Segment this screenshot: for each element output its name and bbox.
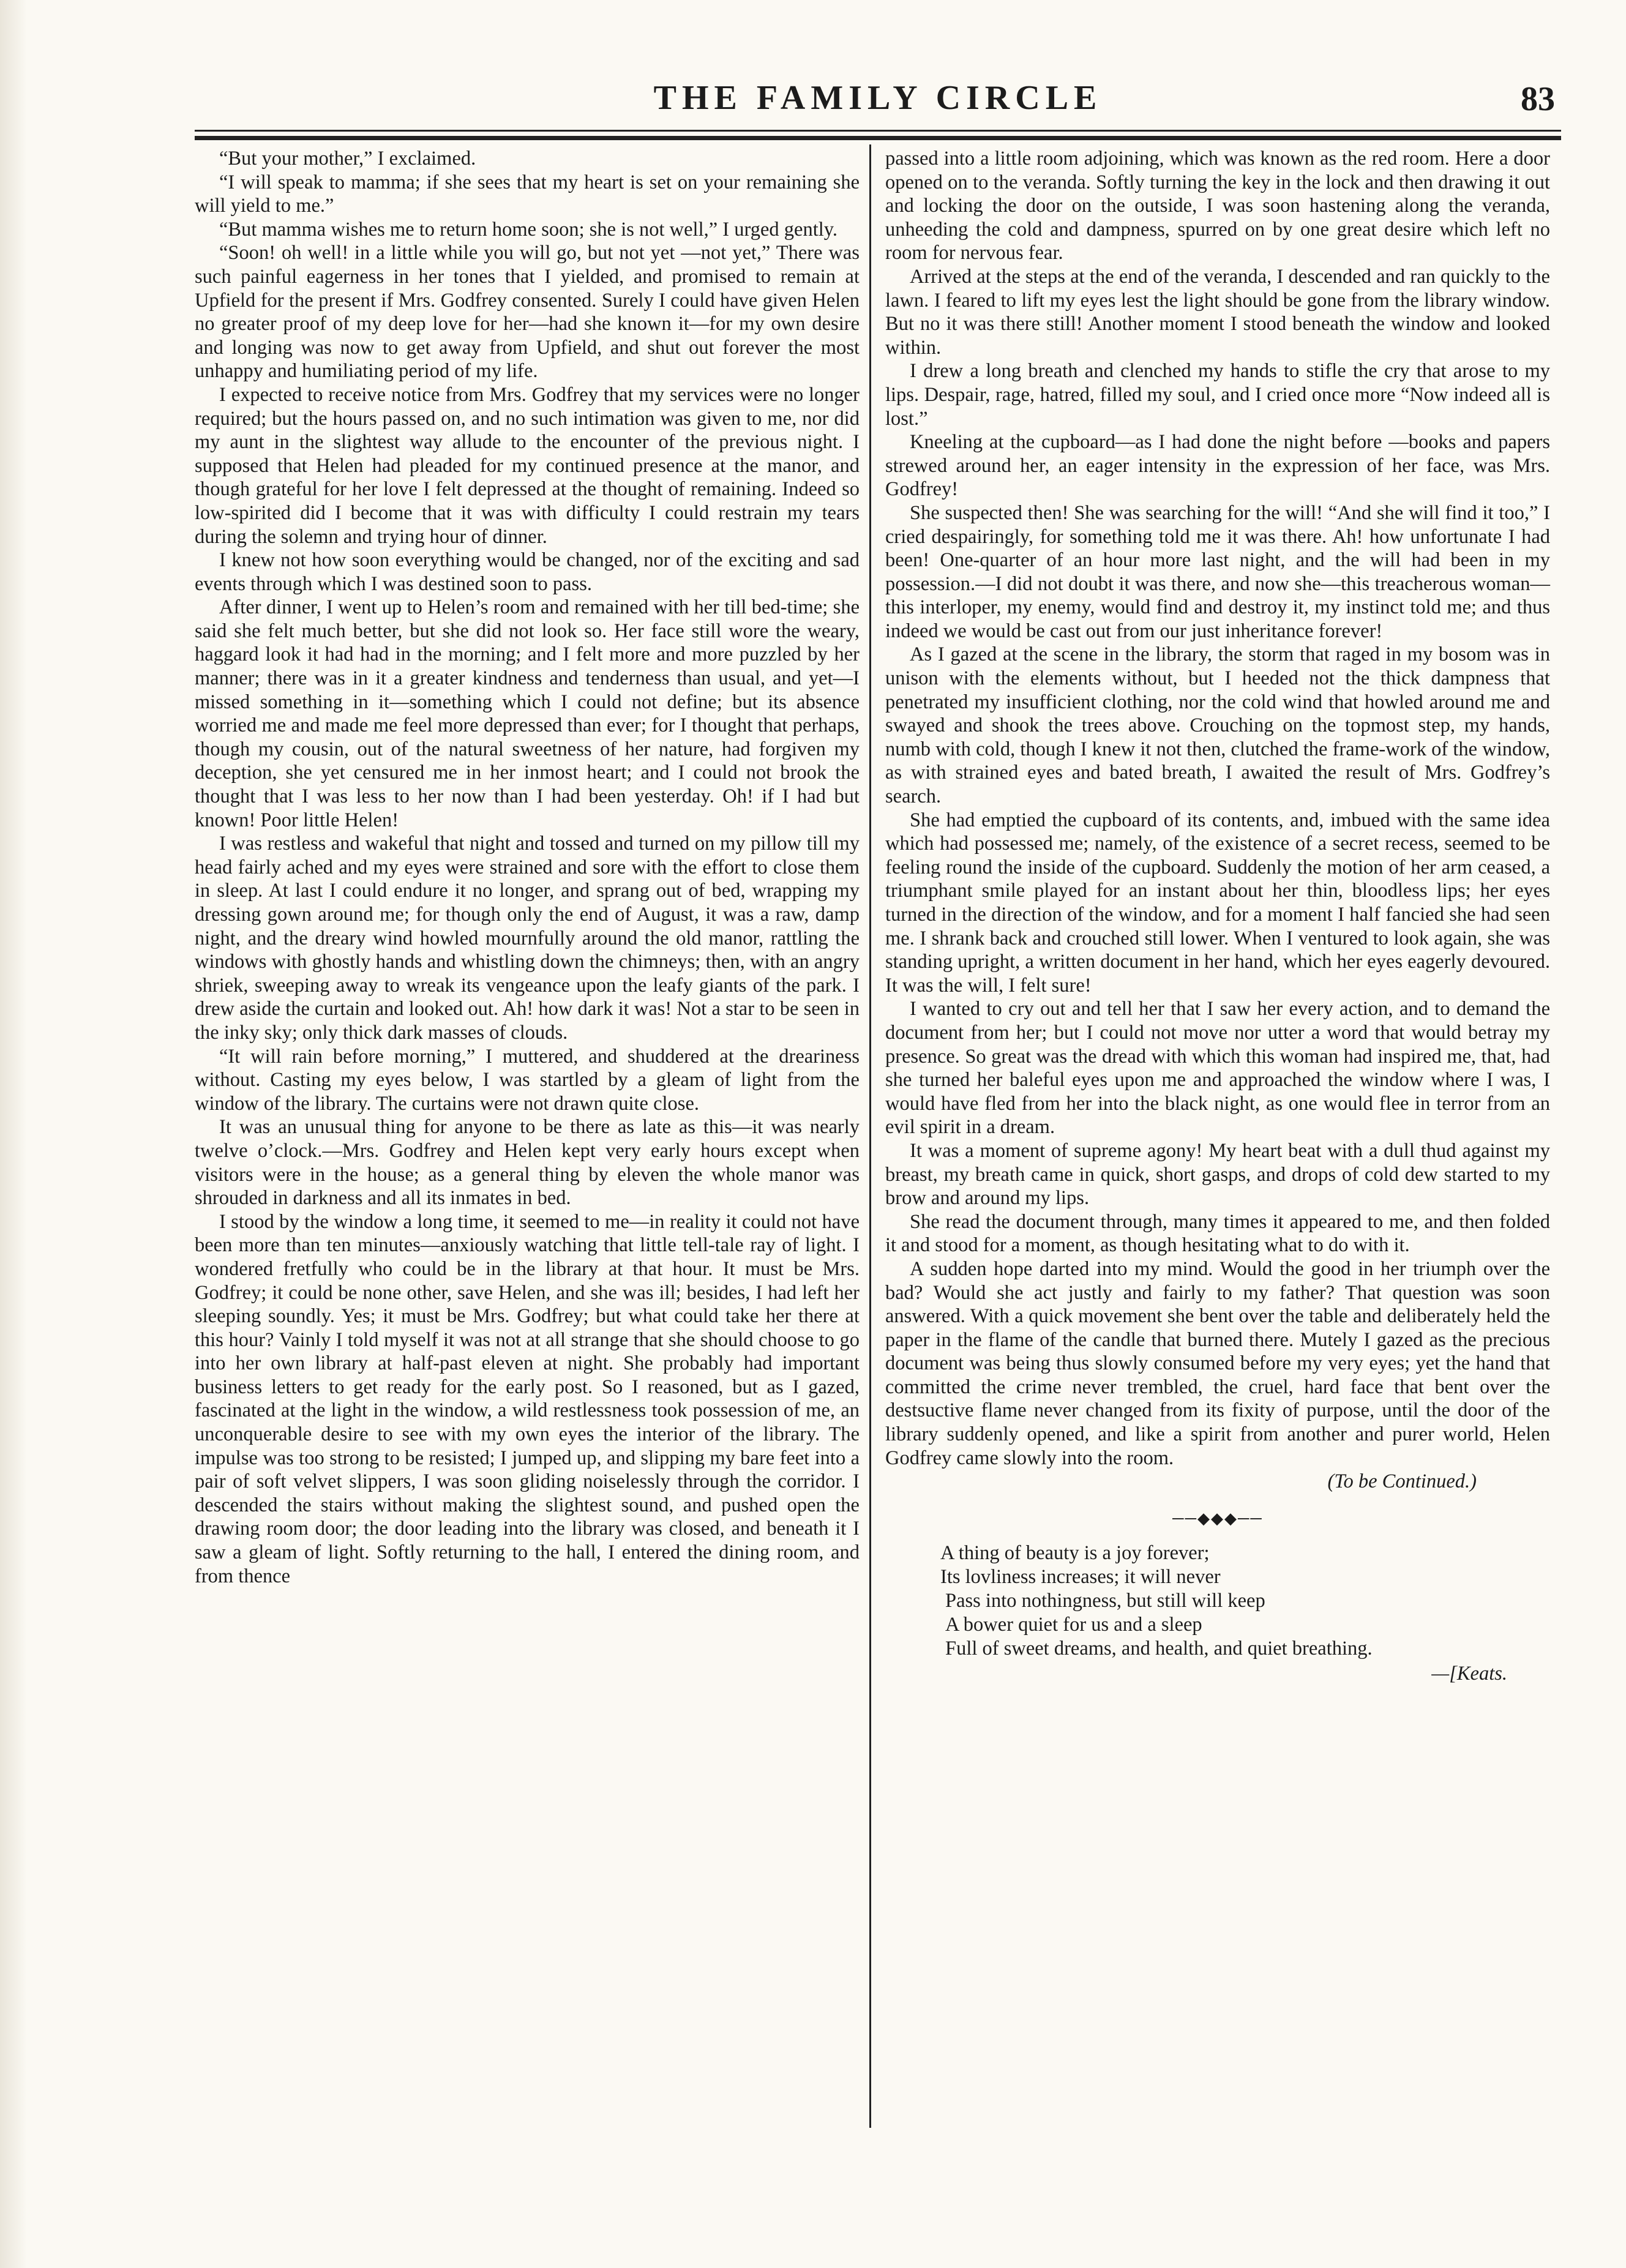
paragraph: “But mamma wishes me to return home soon; she is not well,” I urged gently.: [219, 218, 838, 241]
paragraph: As I gazed at the scene in the library, the storm that raged in my bosom was in unison with the elements without, but I heeded not the thick dampness that penetrated my insufficient clothing, nor the cold wind that howled around me and swayed and shook the trees above. Crouching on the topmost step, my hands, numb with cold, though I knew it not then, clutched the frame-work of the window, as with strained eyes and bated breath, I awaited the result of Mrs. Godfrey’s search.: [885, 643, 1550, 808]
poem-line: A thing of beauty is a joy forever;: [940, 1542, 1210, 1565]
to-be-continued: (To be Continued.): [1327, 1470, 1477, 1493]
paragraph: It was an unusual thing for anyone to be there as late as this—it was nearly twelve o’clock.—Mrs. Godfrey and Helen kept very early hours except when visitors were in the house; as a general thing by eleven the whole manor was shrouded in darkness and all its inmates in bed.: [195, 1116, 860, 1210]
page-number: 83: [1521, 80, 1555, 118]
poem: [940, 1541, 1550, 1686]
paragraph: She had emptied the cupboard of its contents, and, imbued with the same idea which had possessed me; namely, of the existence of a secret recess, seemed to be feeling round the inside of the cupboard. Suddenly the motion of her arm ceased, a triumphant smile played for an instant about her thin, bloodless lips; her eyes turned in the direction of the window, and for a moment I half fancied she had seen me. I shrank back and crouched still lower. When I ventured to look again, she was standing upright, a written document in her hand, which her eyes eagerly devoured. It was the will, I felt sure!: [885, 809, 1550, 997]
column-divider: [869, 144, 871, 2128]
paragraph: After dinner, I went up to Helen’s room and remained with her till bed-time; she said she felt much better, but she did not look so. Her face still wore the weary, haggard look it had had in the morning; and I felt more and more puzzled by her manner; there was in it a greater kindness and tenderness than usual, and yet—I missed something in it—something which I could not define; but its absence worried me and made me feel more depressed than ever; for I thought that perhaps, though my cousin, out of the natural sweetness of her nature, had forgiven my deception, she yet censured me in her inmost heart; and I could not brook the thought that I was less to her now than I had been yesterday. Oh! if I had but known! Poor little Helen!: [195, 596, 860, 831]
right-column: [885, 147, 1550, 1686]
paragraph: “Soon! oh well! in a little while you will go, but not yet —not yet,” There was such painful eagerness in her tones that I yielded, and promised to remain at Upfield for the present if Mrs. Godfrey consented. Surely I could have given Helen no greater proof of my deep love for her—had she known it—for my own desire and longing was now to get away from Upfield, and shut out forever the most unhappy and humiliating period of my life.: [195, 242, 860, 383]
header-rule-thick: [195, 136, 1561, 140]
poem-attribution: —[Keats.: [1431, 1663, 1507, 1685]
paragraph: “It will rain before morning,” I muttered, and shuddered at the dreariness without. Casting my eyes below, I was startled by a gleam of light from the window of the library. The curtains were not drawn quite close.: [195, 1045, 860, 1115]
section-ornament: ──◆◆◆──: [1172, 1509, 1263, 1527]
poem-line: Full of sweet dreams, and health, and quiet breathing.: [945, 1637, 1373, 1660]
paragraph: She read the document through, many times it appeared to me, and then folded it and stood for a moment, as though hesitating what to do with it.: [885, 1210, 1550, 1257]
paragraph: A sudden hope darted into my mind. Would the good in her triumph over the bad? Would she act justly and fairly to my father? That question was soon answered. With a quick movement she bent over the table and deliberately held the paper in the flame of the candle that burned there. Mutely I gazed as the precious document was being thus slowly consumed before my very eyes; yet the hand that committed the crime never trembled, the cruel, hard face that bent over the destsuctive flame never changed from its fixity of purpose, until the door of the library suddenly opened, and like a spirit from another and purer world, Helen Godfrey came slowly into the room.: [885, 1257, 1550, 1469]
paragraph: “I will speak to mamma; if she sees that my heart is set on your remaining she will yield to me.”: [195, 171, 860, 217]
poem-line: A bower quiet for us and a sleep: [945, 1614, 1202, 1636]
page-header: [195, 72, 1561, 132]
paragraph: I wanted to cry out and tell her that I saw her every action, and to demand the document from her; but I could not move nor utter a word that would betray my presence. So great was the dread with which this woman had inspired me, that, had she turned her baleful eyes upon me and approached the window where I was, I would have fled from her into the black night, as one would flee in terror from an evil spirit in a dream.: [885, 998, 1550, 1139]
paragraph: I was restless and wakeful that night and tossed and turned on my pillow till my head fairly ached and my eyes were strained and sore with the effort to close them in sleep. At last I could endure it no longer, and sprang out of bed, wrapping my dressing gown around me; for though only the end of August, it was a raw, damp night, and the dreary wind howled mournfully around the old manor, rattling the windows with ghostly hands and whistling down the chimneys; then, with an angry shriek, sweeping away to wreak its vengeance upon the leafy giants of the park. I drew aside the curtain and looked out. Ah! how dark it was! Not a star to be seen in the inky sky; only thick dark masses of clouds.: [195, 833, 860, 1044]
paragraph: Kneeling at the cupboard—as I had done the night before —books and papers strewed around her, an eager intensity in the expression of her face, was Mrs. Godfrey!: [885, 431, 1550, 501]
paragraph: “But your mother,” I exclaimed.: [219, 148, 476, 170]
running-head: THE FAMILY CIRCLE: [653, 79, 1103, 117]
left-column: [195, 147, 860, 1588]
paragraph: She suspected then! She was searching for the will! “And she will find it too,” I cried despairingly, for something told me it was there. Ah! how unfortunate I had been! One-quarter of an hour more last night, and the will had been in my possession.—I did not doubt it was there, and now she—this treacherous woman—this interloper, my enemy, would find and destroy it, my instinct told me; and thus indeed we would be cast out from our just inheritance forever!: [885, 501, 1550, 642]
poem-line: Pass into nothingness, but still will keep: [945, 1590, 1265, 1612]
paragraph: I stood by the window a long time, it seemed to me—in reality it could not have been more than ten minutes—anxiously watching that little tell-tale ray of light. I wondered fretfully who could be in the library at that hour. It must be Mrs. Godfrey; it could be none other, save Helen, and she was ill; besides, I had left her sleeping soundly. Yes; it must be Mrs. Godfrey; but what could take her there at this hour? Vainly I told myself it was not at all strange that she should choose to go into her own library at half-past eleven at night. She probably had important business letters to get ready for the early post. So I reasoned, but as I gazed, fascinated at the light in the window, a wild restlessness took possession of me, an unconquerable desire to see with my own eyes the interior of the library. The impulse was too strong to be resisted; I jumped up, and slipping my bare feet into a pair of soft velvet slippers, I was soon gliding noiselessly through the corridor. I descended the stairs without making the slightest sound, and pushed open the drawing room door; the door leading into the library was closed, and beneath it I saw a gleam of light. Softly returning to the hall, I entered the dining room, and from thence: [195, 1210, 860, 1587]
paragraph: I drew a long breath and clenched my hands to stifle the cry that arose to my lips. Despair, rage, hatred, filled my soul, and I cried once more “Now indeed all is lost.”: [885, 360, 1550, 430]
paragraph: Arrived at the steps at the end of the veranda, I descended and ran quickly to the lawn. I feared to lift my eyes lest the light should be gone from the library window. But no it was there still! Another moment I stood beneath the window and looked within.: [885, 265, 1550, 359]
binding-edge: [0, 0, 27, 2268]
paragraph-continuation: passed into a little room adjoining, which was known as the red room. Here a door opened on to the veranda. Softly turning the key in the lock and then drawing it out and locking the door on the outside, I was soon hastening along the veranda, unheeding the cold and dampness, spurred on by one great desire which left no room for nervous fear.: [885, 148, 1550, 264]
paragraph: I expected to receive notice from Mrs. Godfrey that my services were no longer required; but the hours passed on, and no such intimation was given to me, nor did my aunt in the slightest way allude to the encounter of the previous night. I supposed that Helen had pleaded for my continued presence at the manor, and though grateful for her love I felt depressed at the thought of remaining. Indeed so low-spirited did I become that it was with difficulty I could restrain my tears during the solemn and trying hour of dinner.: [195, 383, 860, 548]
poem-line: Its lovliness increases; it will never: [940, 1566, 1221, 1589]
header-rule-thin: [195, 130, 1561, 132]
paragraph: I knew not how soon everything would be changed, nor of the exciting and sad events through which I was destined soon to pass.: [195, 549, 860, 595]
paragraph: It was a moment of supreme agony! My heart beat with a dull thud against my breast, my breath came in quick, short gasps, and drops of cold dew started to my brow and around my lips.: [885, 1139, 1550, 1210]
